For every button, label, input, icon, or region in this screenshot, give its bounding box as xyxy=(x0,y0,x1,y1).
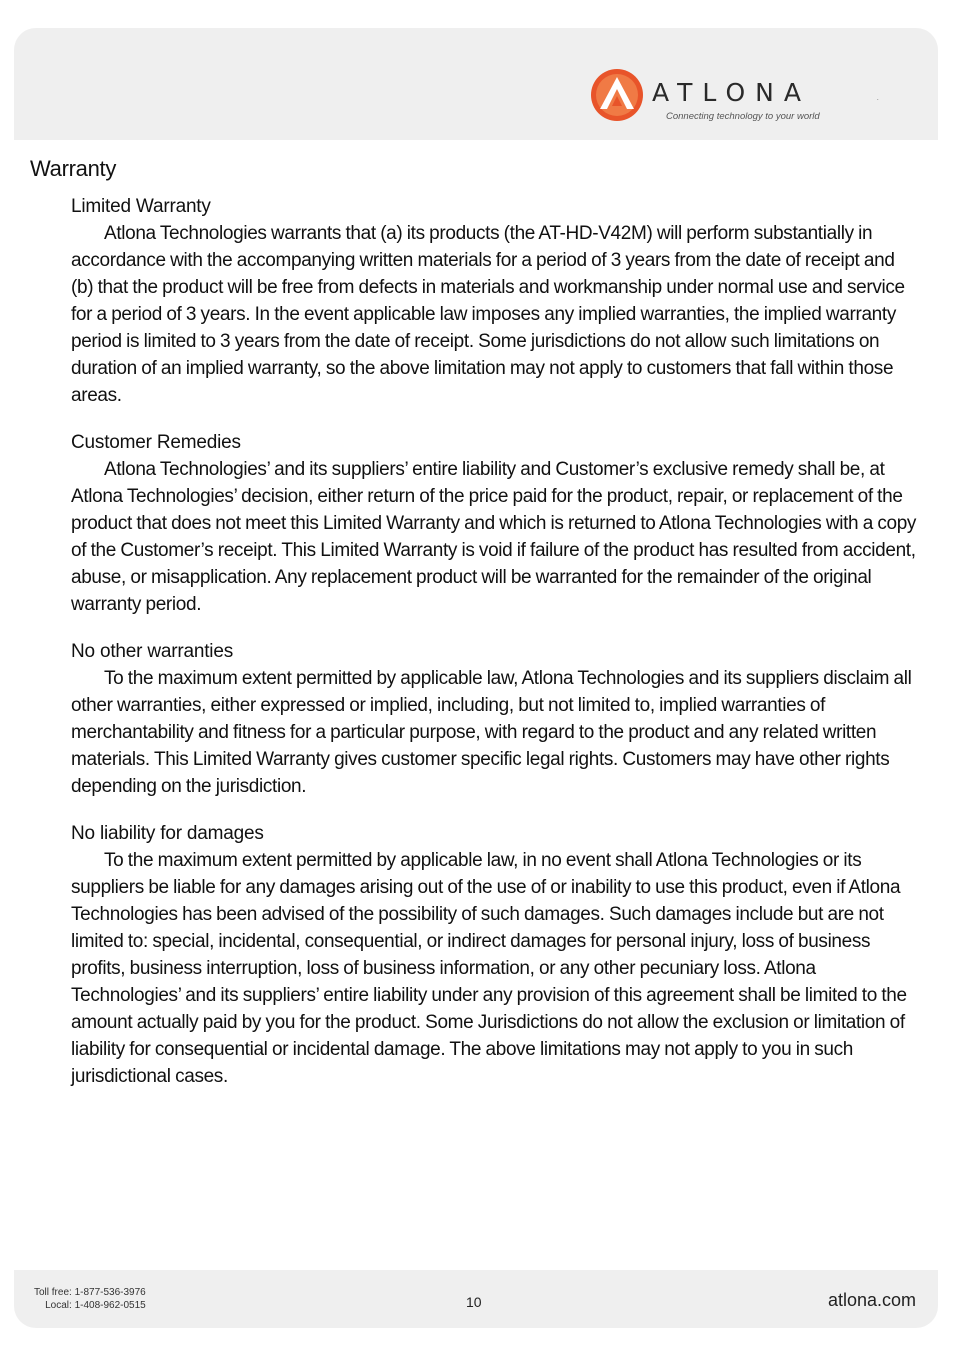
section-customer-remedies xyxy=(71,429,919,618)
brand-tagline: Connecting technology to your world xyxy=(666,111,820,122)
warranty-content xyxy=(71,193,919,1110)
section-body: To the maximum extent permitted by applicable law, in no event shall Atlona Technologies or its suppliers be liable for any damages arising out of the use of or inability to use this product, even if Atlona Technologies has been advised of the possibility of such damages. Such damages include but are not limited to: special, incidental, consequential, or indirect damages for personal injury, loss of business profits, business interruption, loss of business information, or any other pecuniary loss. Atlona Technologies’ and its suppliers’ entire liability under any provision of this agreement shall be limited to the amount actually paid by you for the product. Some Jurisdictions do not allow the exclusion or limitation of liability for consequential or incidental damage. The above limitations may not apply to you in such jurisdictional cases. xyxy=(71,850,907,1087)
atlona-logo-icon xyxy=(590,68,644,122)
toll-free-number: Toll free: 1-877-536-3976 xyxy=(34,1287,146,1298)
section-no-other-warranties xyxy=(71,638,919,800)
section-body: Atlona Technologies warrants that (a) its products (the AT-HD-V42M) will perform substantially in accordance with the accompanying written materials for a period of 3 years from the date of receipt and (b) that the product will be free from defects in materials and workmanship under normal use and service for a period of 3 years. In the event applicable law imposes any implied warranties, the implied warranty period is limited to 3 years from the date of receipt. Some jurisdictions do not allow such limitations on duration of an implied warranty, so the above limitation may not apply to customers that fall within those areas. xyxy=(71,223,905,406)
section-limited-warranty xyxy=(71,193,919,409)
footer-contact xyxy=(34,1286,146,1312)
brand-wordmark: ATLONA xyxy=(652,78,811,107)
footer-website: atlona.com xyxy=(827,1290,916,1310)
section-body: Atlona Technologies’ and its suppliers’ entire liability and Customer’s exclusive remedy shall be, at Atlona Technologies’ decision, either return of the price paid for the product, repair, or replacement of the product that does not meet this Limited Warranty and which is returned to Atlona Technologies with a copy of the Customer’s receipt. This Limited Warranty is void if failure of the product has resulted from accident, abuse, or misapplication. Any replacement product will be warranted for the remainder of the original warranty period. xyxy=(71,459,917,615)
section-body: To the maximum extent permitted by applicable law, Atlona Technologies and its suppliers disclaim all other warranties, either expressed or implied, including, but not limited to, implied warranties of merchantability and fitness for a particular purpose, with regard to the product and any related written materials. This Limited Warranty gives customer specific legal rights. Customers may have other rights depending on the jurisdiction. xyxy=(71,668,912,797)
section-heading: Customer Remedies xyxy=(71,432,241,453)
local-number: Local: 1-408-962-0515 xyxy=(45,1300,146,1311)
brand-logo xyxy=(590,68,890,128)
footer-band xyxy=(14,1270,938,1328)
section-heading: No other warranties xyxy=(71,641,233,662)
section-heading: Limited Warranty xyxy=(71,196,211,217)
brand-trademark: . xyxy=(877,96,879,102)
page-title: Warranty xyxy=(30,156,117,181)
section-no-liability xyxy=(71,820,919,1090)
page-number: 10 xyxy=(466,1294,482,1310)
section-heading: No liability for damages xyxy=(71,823,264,844)
